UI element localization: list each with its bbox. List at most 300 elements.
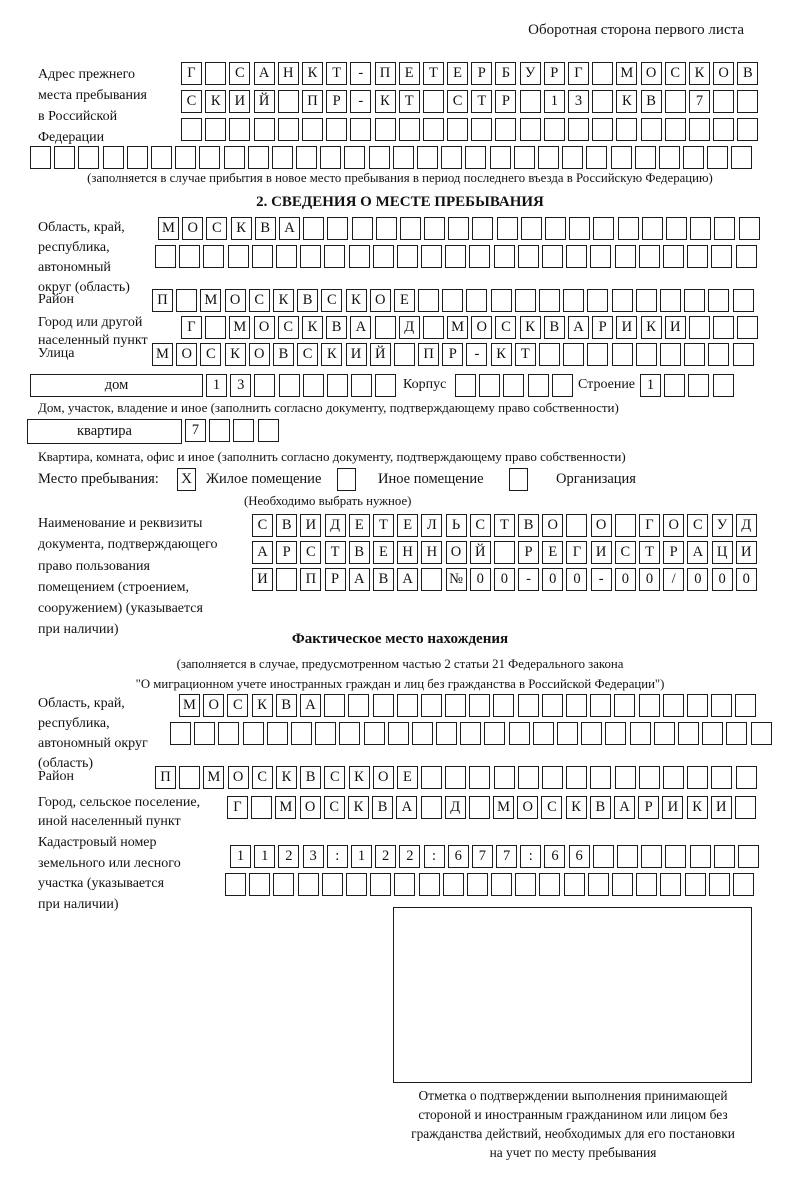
char-cell[interactable]: Р (638, 796, 659, 819)
char-cell[interactable]: : (327, 845, 348, 868)
char-cell[interactable] (421, 568, 442, 591)
char-cell[interactable]: О (663, 514, 684, 537)
char-cell[interactable]: К (375, 90, 396, 113)
char-cell[interactable]: Е (349, 514, 370, 537)
char-cell[interactable]: В (255, 217, 276, 240)
char-cell[interactable] (515, 873, 536, 896)
char-cell[interactable]: 3 (568, 90, 589, 113)
char-cell[interactable]: С (300, 541, 321, 564)
char-cell[interactable] (665, 845, 686, 868)
char-cell[interactable] (291, 722, 312, 745)
char-cell[interactable]: М (447, 316, 468, 339)
char-cell[interactable]: Т (515, 343, 536, 366)
char-cell[interactable]: С (200, 343, 221, 366)
char-cell[interactable]: О (446, 541, 467, 564)
char-cell[interactable] (30, 146, 51, 169)
char-cell[interactable] (590, 245, 611, 268)
char-cell[interactable]: В (737, 62, 758, 85)
char-cell[interactable]: 7 (689, 90, 710, 113)
char-cell[interactable]: : (520, 845, 541, 868)
char-cell[interactable]: Т (399, 90, 420, 113)
char-cell[interactable] (254, 374, 275, 397)
char-cell[interactable] (322, 873, 343, 896)
char-cell[interactable] (339, 722, 360, 745)
char-cell[interactable] (751, 722, 772, 745)
char-cell[interactable] (267, 722, 288, 745)
char-cell[interactable]: Г (227, 796, 248, 819)
char-cell[interactable]: С (278, 316, 299, 339)
char-cell[interactable] (423, 316, 444, 339)
char-cell[interactable] (588, 873, 609, 896)
char-cell[interactable] (542, 766, 563, 789)
char-cell[interactable] (364, 722, 385, 745)
char-cell[interactable] (258, 419, 279, 442)
char-cell[interactable] (660, 343, 681, 366)
char-cell[interactable]: Т (423, 62, 444, 85)
char-cell[interactable]: К (302, 62, 323, 85)
char-cell[interactable]: Р (326, 90, 347, 113)
char-cell[interactable] (469, 245, 490, 268)
char-cell[interactable]: С (324, 796, 345, 819)
char-cell[interactable] (562, 146, 583, 169)
char-cell[interactable] (714, 845, 735, 868)
char-cell[interactable] (218, 722, 239, 745)
char-cell[interactable]: А (396, 796, 417, 819)
char-cell[interactable] (503, 374, 524, 397)
char-cell[interactable]: 6 (448, 845, 469, 868)
char-cell[interactable]: Б (495, 62, 516, 85)
char-cell[interactable]: Р (471, 62, 492, 85)
char-cell[interactable]: Й (470, 541, 491, 564)
char-cell[interactable] (494, 245, 515, 268)
char-cell[interactable] (605, 722, 626, 745)
char-cell[interactable] (445, 766, 466, 789)
char-cell[interactable]: У (712, 514, 733, 537)
char-cell[interactable]: О (228, 766, 249, 789)
char-cell[interactable] (731, 146, 752, 169)
char-cell[interactable]: О (591, 514, 612, 537)
char-cell[interactable] (424, 217, 445, 240)
char-cell[interactable]: П (375, 62, 396, 85)
char-cell[interactable] (445, 245, 466, 268)
char-cell[interactable] (685, 873, 706, 896)
char-cell[interactable] (151, 146, 172, 169)
char-cell[interactable]: М (493, 796, 514, 819)
char-cell[interactable] (520, 90, 541, 113)
char-cell[interactable] (465, 146, 486, 169)
char-cell[interactable] (708, 343, 729, 366)
char-cell[interactable] (690, 845, 711, 868)
char-cell[interactable] (243, 722, 264, 745)
char-cell[interactable]: Р (592, 316, 613, 339)
char-cell[interactable] (592, 90, 613, 113)
char-cell[interactable] (346, 873, 367, 896)
char-cell[interactable]: Й (254, 90, 275, 113)
char-cell[interactable] (654, 722, 675, 745)
char-cell[interactable]: Е (542, 541, 563, 564)
char-cell[interactable]: В (349, 541, 370, 564)
char-cell[interactable] (326, 118, 347, 141)
char-cell[interactable] (467, 873, 488, 896)
char-cell[interactable]: К (231, 217, 252, 240)
char-cell[interactable] (421, 694, 442, 717)
char-cell[interactable]: Р (518, 541, 539, 564)
char-cell[interactable] (665, 118, 686, 141)
char-cell[interactable] (445, 694, 466, 717)
char-cell[interactable]: О (370, 289, 391, 312)
char-cell[interactable]: Г (639, 514, 660, 537)
char-cell[interactable]: 0 (712, 568, 733, 591)
char-cell[interactable]: 2 (399, 845, 420, 868)
char-cell[interactable]: Г (566, 541, 587, 564)
char-cell[interactable] (593, 217, 614, 240)
char-cell[interactable] (709, 873, 730, 896)
char-cell[interactable]: К (491, 343, 512, 366)
char-cell[interactable]: Т (494, 514, 515, 537)
char-cell[interactable]: С (324, 766, 345, 789)
char-cell[interactable] (542, 245, 563, 268)
char-cell[interactable]: И (229, 90, 250, 113)
char-cell[interactable] (412, 722, 433, 745)
char-cell[interactable] (228, 245, 249, 268)
char-cell[interactable]: 1 (206, 374, 227, 397)
char-cell[interactable]: Г (181, 62, 202, 85)
char-cell[interactable] (303, 374, 324, 397)
char-cell[interactable] (557, 722, 578, 745)
char-cell[interactable]: М (616, 62, 637, 85)
char-cell[interactable]: П (155, 766, 176, 789)
char-cell[interactable] (472, 217, 493, 240)
char-cell[interactable] (205, 62, 226, 85)
char-cell[interactable]: Н (421, 541, 442, 564)
char-cell[interactable]: - (350, 62, 371, 85)
char-cell[interactable] (587, 289, 608, 312)
char-cell[interactable] (251, 796, 272, 819)
char-cell[interactable]: А (254, 62, 275, 85)
char-cell[interactable] (205, 118, 226, 141)
char-cell[interactable] (443, 873, 464, 896)
char-cell[interactable]: 1 (544, 90, 565, 113)
char-cell[interactable] (639, 694, 660, 717)
char-cell[interactable]: А (279, 217, 300, 240)
char-cell[interactable]: В (276, 694, 297, 717)
char-cell[interactable]: П (418, 343, 439, 366)
char-cell[interactable] (726, 722, 747, 745)
char-cell[interactable] (460, 722, 481, 745)
char-cell[interactable]: В (518, 514, 539, 537)
char-cell[interactable] (494, 541, 515, 564)
char-cell[interactable]: Д (399, 316, 420, 339)
char-cell[interactable] (179, 766, 200, 789)
char-cell[interactable]: С (229, 62, 250, 85)
char-cell[interactable] (738, 845, 759, 868)
char-cell[interactable] (713, 374, 734, 397)
char-cell[interactable] (538, 146, 559, 169)
char-cell[interactable] (568, 118, 589, 141)
char-cell[interactable]: Е (399, 62, 420, 85)
char-cell[interactable] (447, 118, 468, 141)
char-cell[interactable] (448, 217, 469, 240)
char-cell[interactable]: Г (181, 316, 202, 339)
char-cell[interactable] (514, 146, 535, 169)
char-cell[interactable]: 2 (375, 845, 396, 868)
char-cell[interactable]: К (252, 694, 273, 717)
char-cell[interactable] (397, 245, 418, 268)
char-cell[interactable]: 1 (351, 845, 372, 868)
char-cell[interactable]: Н (397, 541, 418, 564)
char-cell[interactable]: О (713, 62, 734, 85)
char-cell[interactable]: А (350, 316, 371, 339)
char-cell[interactable]: 1 (640, 374, 661, 397)
char-cell[interactable]: Р (544, 62, 565, 85)
char-cell[interactable] (176, 289, 197, 312)
char-cell[interactable] (563, 289, 584, 312)
char-cell[interactable] (298, 873, 319, 896)
char-cell[interactable]: Е (373, 541, 394, 564)
char-cell[interactable]: О (182, 217, 203, 240)
char-cell[interactable]: М (275, 796, 296, 819)
char-cell[interactable] (683, 146, 704, 169)
char-cell[interactable] (737, 316, 758, 339)
char-cell[interactable] (659, 146, 680, 169)
char-cell[interactable]: С (447, 90, 468, 113)
char-cell[interactable]: А (614, 796, 635, 819)
char-cell[interactable]: С (615, 541, 636, 564)
char-cell[interactable]: Й (370, 343, 391, 366)
char-cell[interactable] (665, 90, 686, 113)
char-cell[interactable]: Д (736, 514, 757, 537)
char-cell[interactable] (436, 722, 457, 745)
char-cell[interactable]: И (591, 541, 612, 564)
char-cell[interactable] (542, 694, 563, 717)
char-cell[interactable] (689, 118, 710, 141)
char-cell[interactable] (209, 419, 230, 442)
char-cell[interactable]: М (158, 217, 179, 240)
char-cell[interactable]: В (544, 316, 565, 339)
char-cell[interactable] (495, 118, 516, 141)
char-cell[interactable] (687, 694, 708, 717)
char-cell[interactable]: Т (471, 90, 492, 113)
char-cell[interactable]: И (300, 514, 321, 537)
char-cell[interactable] (733, 289, 754, 312)
char-cell[interactable]: Ц (712, 541, 733, 564)
char-cell[interactable] (276, 245, 297, 268)
char-cell[interactable] (394, 343, 415, 366)
char-cell[interactable]: Р (442, 343, 463, 366)
char-cell[interactable] (663, 694, 684, 717)
char-cell[interactable] (78, 146, 99, 169)
char-cell[interactable] (590, 766, 611, 789)
char-cell[interactable]: 6 (569, 845, 590, 868)
char-cell[interactable] (394, 873, 415, 896)
char-cell[interactable]: Т (325, 541, 346, 564)
char-cell[interactable] (320, 146, 341, 169)
char-cell[interactable] (545, 217, 566, 240)
char-cell[interactable] (569, 217, 590, 240)
char-cell[interactable] (711, 245, 732, 268)
char-cell[interactable] (687, 766, 708, 789)
char-cell[interactable] (515, 289, 536, 312)
char-cell[interactable] (466, 289, 487, 312)
char-cell[interactable] (423, 118, 444, 141)
char-cell[interactable] (636, 289, 657, 312)
char-cell[interactable]: Е (397, 766, 418, 789)
char-cell[interactable]: 0 (542, 568, 563, 591)
char-cell[interactable] (733, 343, 754, 366)
char-cell[interactable] (687, 245, 708, 268)
char-cell[interactable] (199, 146, 220, 169)
char-cell[interactable]: В (300, 766, 321, 789)
char-cell[interactable]: - (350, 90, 371, 113)
char-cell[interactable] (393, 146, 414, 169)
char-cell[interactable] (518, 694, 539, 717)
char-cell[interactable]: И (616, 316, 637, 339)
char-cell[interactable]: М (200, 289, 221, 312)
char-cell[interactable] (373, 245, 394, 268)
char-cell[interactable]: А (687, 541, 708, 564)
char-cell[interactable]: П (152, 289, 173, 312)
char-cell[interactable] (375, 316, 396, 339)
char-cell[interactable]: А (252, 541, 273, 564)
char-cell[interactable]: И (252, 568, 273, 591)
char-cell[interactable] (641, 118, 662, 141)
char-cell[interactable]: К (566, 796, 587, 819)
char-cell[interactable]: : (424, 845, 445, 868)
char-cell[interactable]: А (568, 316, 589, 339)
char-cell[interactable] (315, 722, 336, 745)
char-cell[interactable] (612, 873, 633, 896)
char-cell[interactable] (469, 694, 490, 717)
char-cell[interactable]: К (225, 343, 246, 366)
char-cell[interactable]: Н (278, 62, 299, 85)
char-cell[interactable]: О (517, 796, 538, 819)
char-cell[interactable] (552, 374, 573, 397)
char-cell[interactable] (248, 146, 269, 169)
char-cell[interactable]: К (641, 316, 662, 339)
char-cell[interactable] (273, 873, 294, 896)
char-cell[interactable]: 2 (278, 845, 299, 868)
char-cell[interactable] (350, 118, 371, 141)
char-cell[interactable] (713, 316, 734, 339)
checkbox-organization[interactable] (509, 468, 528, 491)
char-cell[interactable] (469, 766, 490, 789)
char-cell[interactable]: 1 (230, 845, 251, 868)
char-cell[interactable]: О (203, 694, 224, 717)
char-cell[interactable]: 6 (544, 845, 565, 868)
char-cell[interactable] (296, 146, 317, 169)
char-cell[interactable] (581, 722, 602, 745)
char-cell[interactable] (203, 245, 224, 268)
char-cell[interactable]: - (518, 568, 539, 591)
char-cell[interactable] (735, 694, 756, 717)
char-cell[interactable]: К (302, 316, 323, 339)
char-cell[interactable]: С (227, 694, 248, 717)
char-cell[interactable] (660, 873, 681, 896)
char-cell[interactable] (544, 118, 565, 141)
char-cell[interactable] (419, 873, 440, 896)
char-cell[interactable] (737, 118, 758, 141)
char-cell[interactable] (344, 146, 365, 169)
char-cell[interactable] (493, 694, 514, 717)
char-cell[interactable] (615, 514, 636, 537)
char-cell[interactable] (539, 873, 560, 896)
char-cell[interactable] (278, 118, 299, 141)
char-cell[interactable] (590, 694, 611, 717)
char-cell[interactable] (702, 722, 723, 745)
char-cell[interactable] (586, 146, 607, 169)
char-cell[interactable] (300, 245, 321, 268)
char-cell[interactable] (376, 217, 397, 240)
char-cell[interactable]: Т (639, 541, 660, 564)
char-cell[interactable] (684, 343, 705, 366)
char-cell[interactable] (664, 374, 685, 397)
char-cell[interactable] (471, 118, 492, 141)
char-cell[interactable] (194, 722, 215, 745)
char-cell[interactable]: 7 (185, 419, 206, 442)
char-cell[interactable]: Е (397, 514, 418, 537)
checkbox-residential[interactable]: X (177, 468, 196, 491)
char-cell[interactable] (421, 766, 442, 789)
char-cell[interactable] (175, 146, 196, 169)
char-cell[interactable] (249, 873, 270, 896)
char-cell[interactable]: О (542, 514, 563, 537)
char-cell[interactable] (279, 374, 300, 397)
char-cell[interactable] (641, 845, 662, 868)
char-cell[interactable] (663, 245, 684, 268)
char-cell[interactable] (714, 217, 735, 240)
char-cell[interactable] (490, 146, 511, 169)
char-cell[interactable] (566, 245, 587, 268)
char-cell[interactable] (127, 146, 148, 169)
char-cell[interactable] (735, 796, 756, 819)
char-cell[interactable]: А (397, 568, 418, 591)
char-cell[interactable]: 0 (639, 568, 660, 591)
char-cell[interactable] (616, 118, 637, 141)
char-cell[interactable]: С (665, 62, 686, 85)
char-cell[interactable] (252, 245, 273, 268)
char-cell[interactable] (564, 873, 585, 896)
char-cell[interactable] (278, 90, 299, 113)
char-cell[interactable] (54, 146, 75, 169)
char-cell[interactable] (612, 289, 633, 312)
char-cell[interactable] (348, 694, 369, 717)
char-cell[interactable] (421, 245, 442, 268)
char-cell[interactable]: О (176, 343, 197, 366)
char-cell[interactable]: А (300, 694, 321, 717)
char-cell[interactable] (441, 146, 462, 169)
char-cell[interactable] (103, 146, 124, 169)
char-cell[interactable]: Т (326, 62, 347, 85)
char-cell[interactable]: И (346, 343, 367, 366)
char-cell[interactable] (711, 694, 732, 717)
char-cell[interactable]: С (495, 316, 516, 339)
char-cell[interactable] (611, 146, 632, 169)
char-cell[interactable] (539, 289, 560, 312)
char-cell[interactable] (233, 419, 254, 442)
char-cell[interactable]: 7 (496, 845, 517, 868)
char-cell[interactable] (170, 722, 191, 745)
char-cell[interactable]: В (297, 289, 318, 312)
char-cell[interactable] (303, 217, 324, 240)
char-cell[interactable] (736, 245, 757, 268)
char-cell[interactable]: Л (421, 514, 442, 537)
char-cell[interactable] (494, 766, 515, 789)
char-cell[interactable] (518, 766, 539, 789)
char-cell[interactable] (324, 694, 345, 717)
char-cell[interactable]: К (276, 766, 297, 789)
char-cell[interactable]: 0 (566, 568, 587, 591)
char-cell[interactable] (417, 146, 438, 169)
